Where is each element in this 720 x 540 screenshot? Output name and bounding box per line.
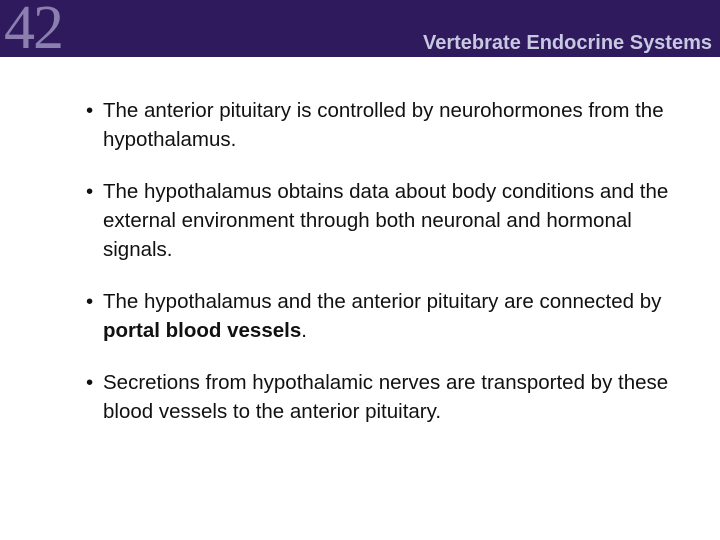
bullet-marker: • [86,290,94,313]
header-bar [0,0,720,62]
bullet-text-before: The hypothalamus and the anterior pituitary are connected by [103,290,662,313]
bullet-marker: • [86,371,94,394]
bullet-text-after: . [301,319,307,342]
bullet-text: The anterior pituitary is controlled by neurohormones from the hypothalamus. [103,99,664,151]
slide-title: Vertebrate Endocrine Systems [422,32,712,54]
bullet-list [86,96,686,449]
bullet-marker: • [86,99,94,122]
bullet-text: The hypothalamus obtains data about body conditions and the external environment through both neuronal and hormonal signals. [103,180,669,261]
bullet-item [86,177,686,264]
bold-term: portal blood vessels [103,319,302,342]
slide-number: 42 [4,0,62,62]
bullet-text: Secretions from hypothalamic nerves are transported by these blood vessels to the anterior pituitary. [103,371,669,423]
bullet-item [86,96,686,154]
bullet-item [86,287,686,345]
bullet-text [103,290,661,342]
bullet-item [86,368,686,426]
bullet-marker: • [86,180,94,203]
